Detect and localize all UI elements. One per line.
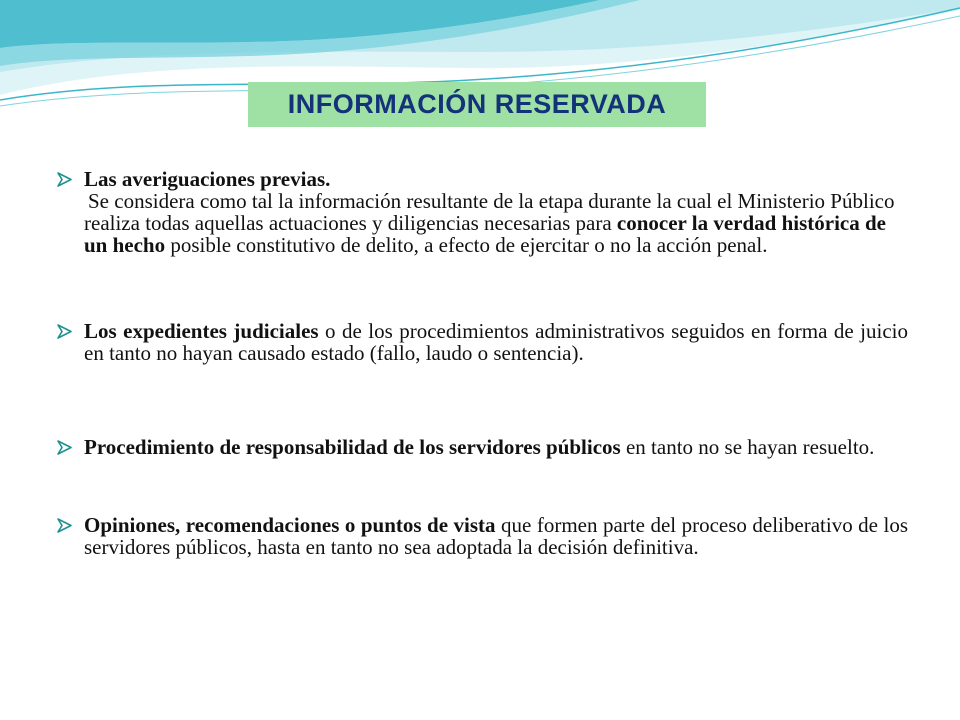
list-item bbox=[56, 514, 908, 558]
item-text: que formen parte del proceso deliberativo de los servidores públicos, hasta en tanto no sea adoptada la decisión definitiva. bbox=[84, 513, 909, 559]
list-item bbox=[56, 168, 908, 256]
page-title: INFORMACIÓN RESERVADA bbox=[287, 89, 667, 119]
item-bold-lead: Procedimiento de responsabilidad de los servidores públicos bbox=[84, 435, 621, 459]
item-body-text-end: posible constitutivo de delito, a efecto de ejercitar o no la acción penal. bbox=[165, 233, 768, 257]
bullet-paragraph bbox=[56, 320, 908, 364]
arrow-bullet-icon bbox=[56, 171, 73, 188]
bullet-paragraph bbox=[56, 436, 908, 458]
list-item bbox=[56, 320, 908, 364]
arrow-bullet-icon bbox=[56, 323, 73, 340]
item-heading: Las averiguaciones previas. bbox=[84, 167, 331, 191]
bullet-heading-line bbox=[56, 168, 908, 190]
arrow-bullet-icon bbox=[56, 439, 73, 456]
bullet-paragraph bbox=[56, 514, 908, 558]
item-body-text: Se considera como tal la información resultante de la etapa durante la cual el Ministerio Público realiza todas aquellas actuaciones y diligencias necesarias para bbox=[84, 189, 895, 235]
list-item bbox=[56, 436, 908, 458]
item-text: en tanto no se hayan resuelto. bbox=[620, 435, 875, 459]
item-body-emphasis: conocer la verdad histórica de un hecho bbox=[84, 211, 886, 257]
item-body bbox=[56, 190, 908, 256]
title-banner bbox=[248, 82, 706, 127]
item-bold-lead: Opiniones, recomendaciones o puntos de vista bbox=[84, 513, 496, 537]
item-bold-lead: Los expedientes judiciales bbox=[84, 319, 319, 343]
arrow-bullet-icon bbox=[56, 517, 73, 534]
item-text: o de los procedimientos administrativos seguidos en forma de juicio en tanto no hayan causado estado (fallo, laudo o sentencia). bbox=[84, 319, 908, 365]
